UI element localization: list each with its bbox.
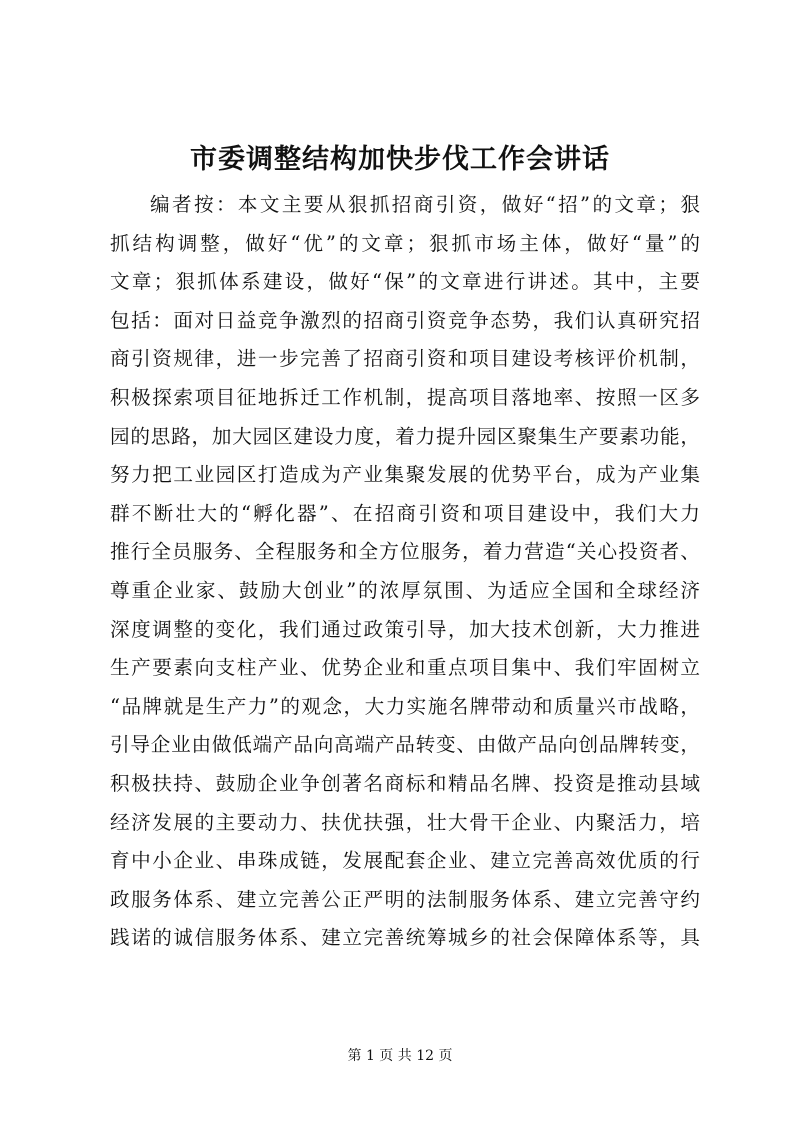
- text-line: 育中小企业、串珠成链，发展配套企业、建立完善高效优质的行: [110, 849, 700, 873]
- text-line: 文章；狠抓体系建设，做好“保”的文章进行讲述。其中，主要: [110, 270, 700, 294]
- text-line: 生产要素向支柱产业、优势企业和重点项目集中、我们牢固树立: [110, 656, 700, 680]
- text-line: 商引资规律，进一步完善了招商引资和项目建设考核评价机制，: [110, 347, 700, 371]
- text-line: 积极扶持、鼓励企业争创著名商标和精品名牌、投资是推动县域: [110, 771, 700, 795]
- text-line: 包括：面对日益竞争激烈的招商引资竞争态势，我们认真研究招: [110, 308, 700, 332]
- text-line: “品牌就是生产力”的观念，大力实施名牌带动和质量兴市战略，: [110, 694, 700, 718]
- text-line: 经济发展的主要动力、扶优扶强，壮大骨干企业、内聚活力，培: [110, 810, 700, 834]
- page-title: 市委调整结构加快步伐工作会讲话: [190, 144, 610, 175]
- text-line: 园的思路，加大园区建设力度，着力提升园区聚集生产要素功能，: [110, 424, 700, 448]
- text-line: 抓结构调整，做好“优”的文章；狠抓市场主体，做好“量”的: [110, 231, 700, 255]
- text-line: 编者按：本文主要从狠抓招商引资，做好“招”的文章；狠: [150, 193, 700, 216]
- text-line: 积极探索项目征地拆迁工作机制，提高项目落地率、按照一区多: [110, 385, 700, 409]
- text-line: 尊重企业家、鼓励大创业”的浓厚氛围、为适应全国和全球经济: [110, 578, 700, 602]
- page-number: 第 1 页 共 12 页: [347, 1048, 453, 1064]
- text-line: 践诺的诚信服务体系、建立完善统筹城乡的社会保障体系等，具: [110, 926, 700, 950]
- body-text: [110, 186, 700, 958]
- text-line: 引导企业由做低端产品向高端产品转变、由做产品向创品牌转变，: [110, 733, 700, 757]
- text-line: 政服务体系、建立完善公正严明的法制服务体系、建立完善守约: [110, 887, 700, 911]
- text-line: 推行全员服务、全程服务和全方位服务，着力营造“关心投资者、: [110, 540, 700, 564]
- text-line: 深度调整的变化，我们通过政策引导，加大技术创新，大力推进: [110, 617, 700, 641]
- text-line: 群不断壮大的“孵化器”、在招商引资和项目建设中，我们大力: [110, 501, 700, 525]
- text-line: 努力把工业园区打造成为产业集聚发展的优势平台，成为产业集: [110, 463, 700, 487]
